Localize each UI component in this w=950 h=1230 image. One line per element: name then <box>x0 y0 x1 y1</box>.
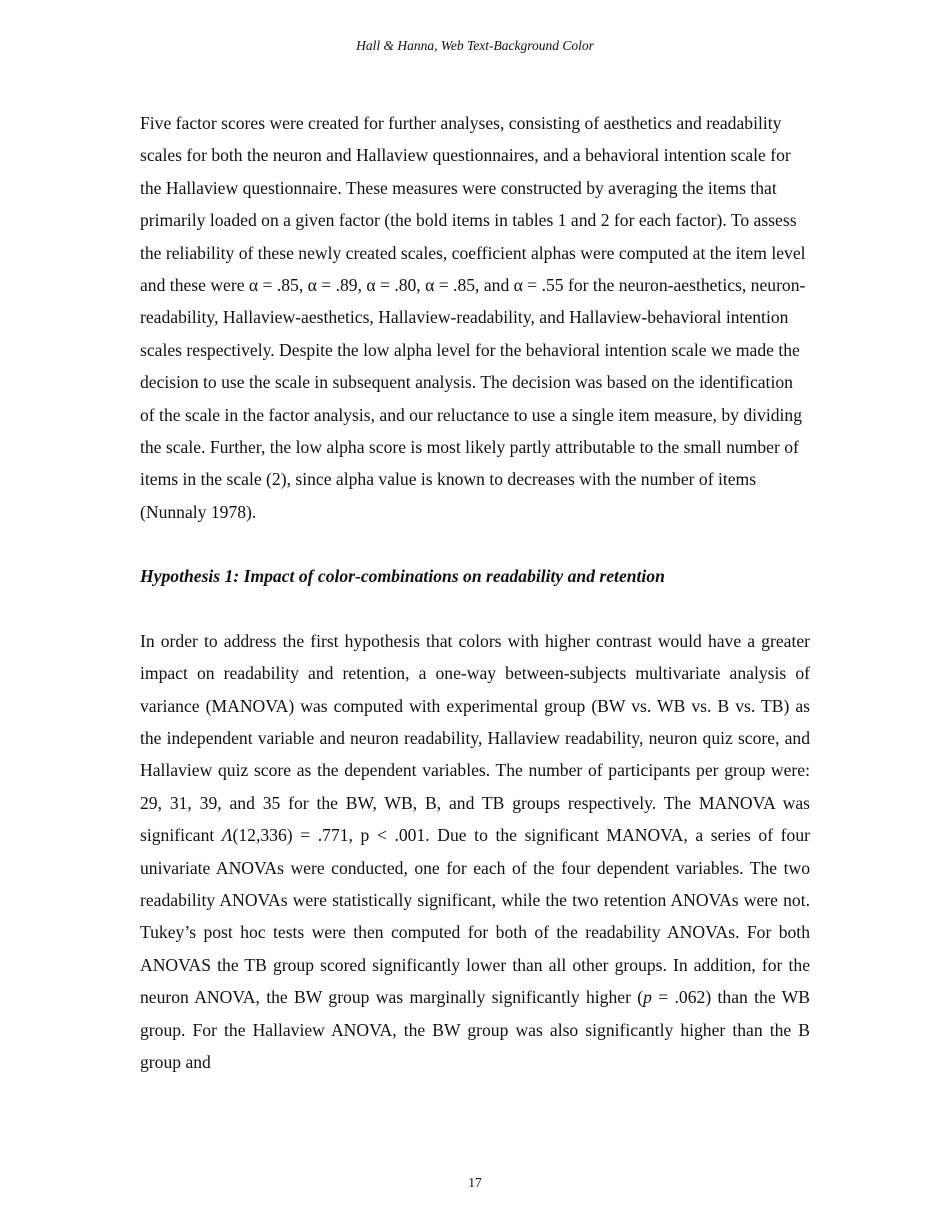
body-paragraph-reliability: Five factor scores were created for further analyses, consisting of aesthetics and readability scales for both the neuron and Hallaview questionnaires, and a behavioral intention scale for the Hallaview questionnaire. These measures were constructed by averaging the items that primarily loaded on a given factor (the bold items in tables 1 and 2 for each factor). To assess the reliability of these newly created scales, coefficient alphas were computed at the item level and these were α = .85, α = .89, α = .80, α = .85, and α = .55 for the neuron-aesthetics, neuron-readability, Hallaview-aesthetics, Hallaview-readability, and Hallaview-behavioral intention scales respectively. Despite the low alpha level for the behavioral intention scale we made the decision to use the scale in subsequent analysis. The decision was based on the identification of the scale in the factor analysis, and our reluctance to use a single item measure, by dividing the scale. Further, the low alpha score is most likely partly attributable to the small number of items in the scale (2), since alpha value is known to decreases with the number of items (Nunnaly 1978). <box>140 113 806 522</box>
running-header: Hall & Hanna, Web Text-Background Color <box>356 38 594 53</box>
paragraph-text-segment: In order to address the first hypothesis that colors with higher contrast would have a greater impact on readability and retention, a one-way between-subjects multivariate analysis of variance (MANOVA) was computed with experimental group (BW vs. WB vs. B vs. TB) as the independent variable and neuron readability, Hallaview readability, neuron quiz score, and Hallaview quiz score as the dependent variables. The number of participants per group were: 29, 31, 39, and 35 for the BW, WB, B, and TB groups respectively. The MANOVA was significant <box>140 630 810 846</box>
paragraph-text-segment: (12,336) = .771, p < .001. Due to the significant MANOVA, a series of four univariate ANOVAs were conducted, one for each of the four dependent variables. The two readability ANOVAs were statistically significant, while the two retention ANOVAs were not. Tukey’s post hoc tests were then computed for both of the readability ANOVAs. For both ANOVAS the TB group scored significantly lower than all other groups. In addition, for the neuron ANOVA, the BW group was marginally significantly higher ( <box>140 825 810 1008</box>
body-paragraph-manova <box>140 625 810 1079</box>
section-heading-hypothesis-1: Hypothesis 1: Impact of color-combinations on readability and retention <box>140 566 665 587</box>
page-body <box>140 107 810 1078</box>
wilks-lambda-symbol: Λ <box>221 825 233 846</box>
paragraph-text-segment: = .062) than the WB group. For the Hallaview ANOVA, the BW group was also significantly higher than the B group and <box>140 987 810 1072</box>
page-number: 17 <box>468 1175 482 1190</box>
p-value-symbol: p <box>643 987 652 1008</box>
